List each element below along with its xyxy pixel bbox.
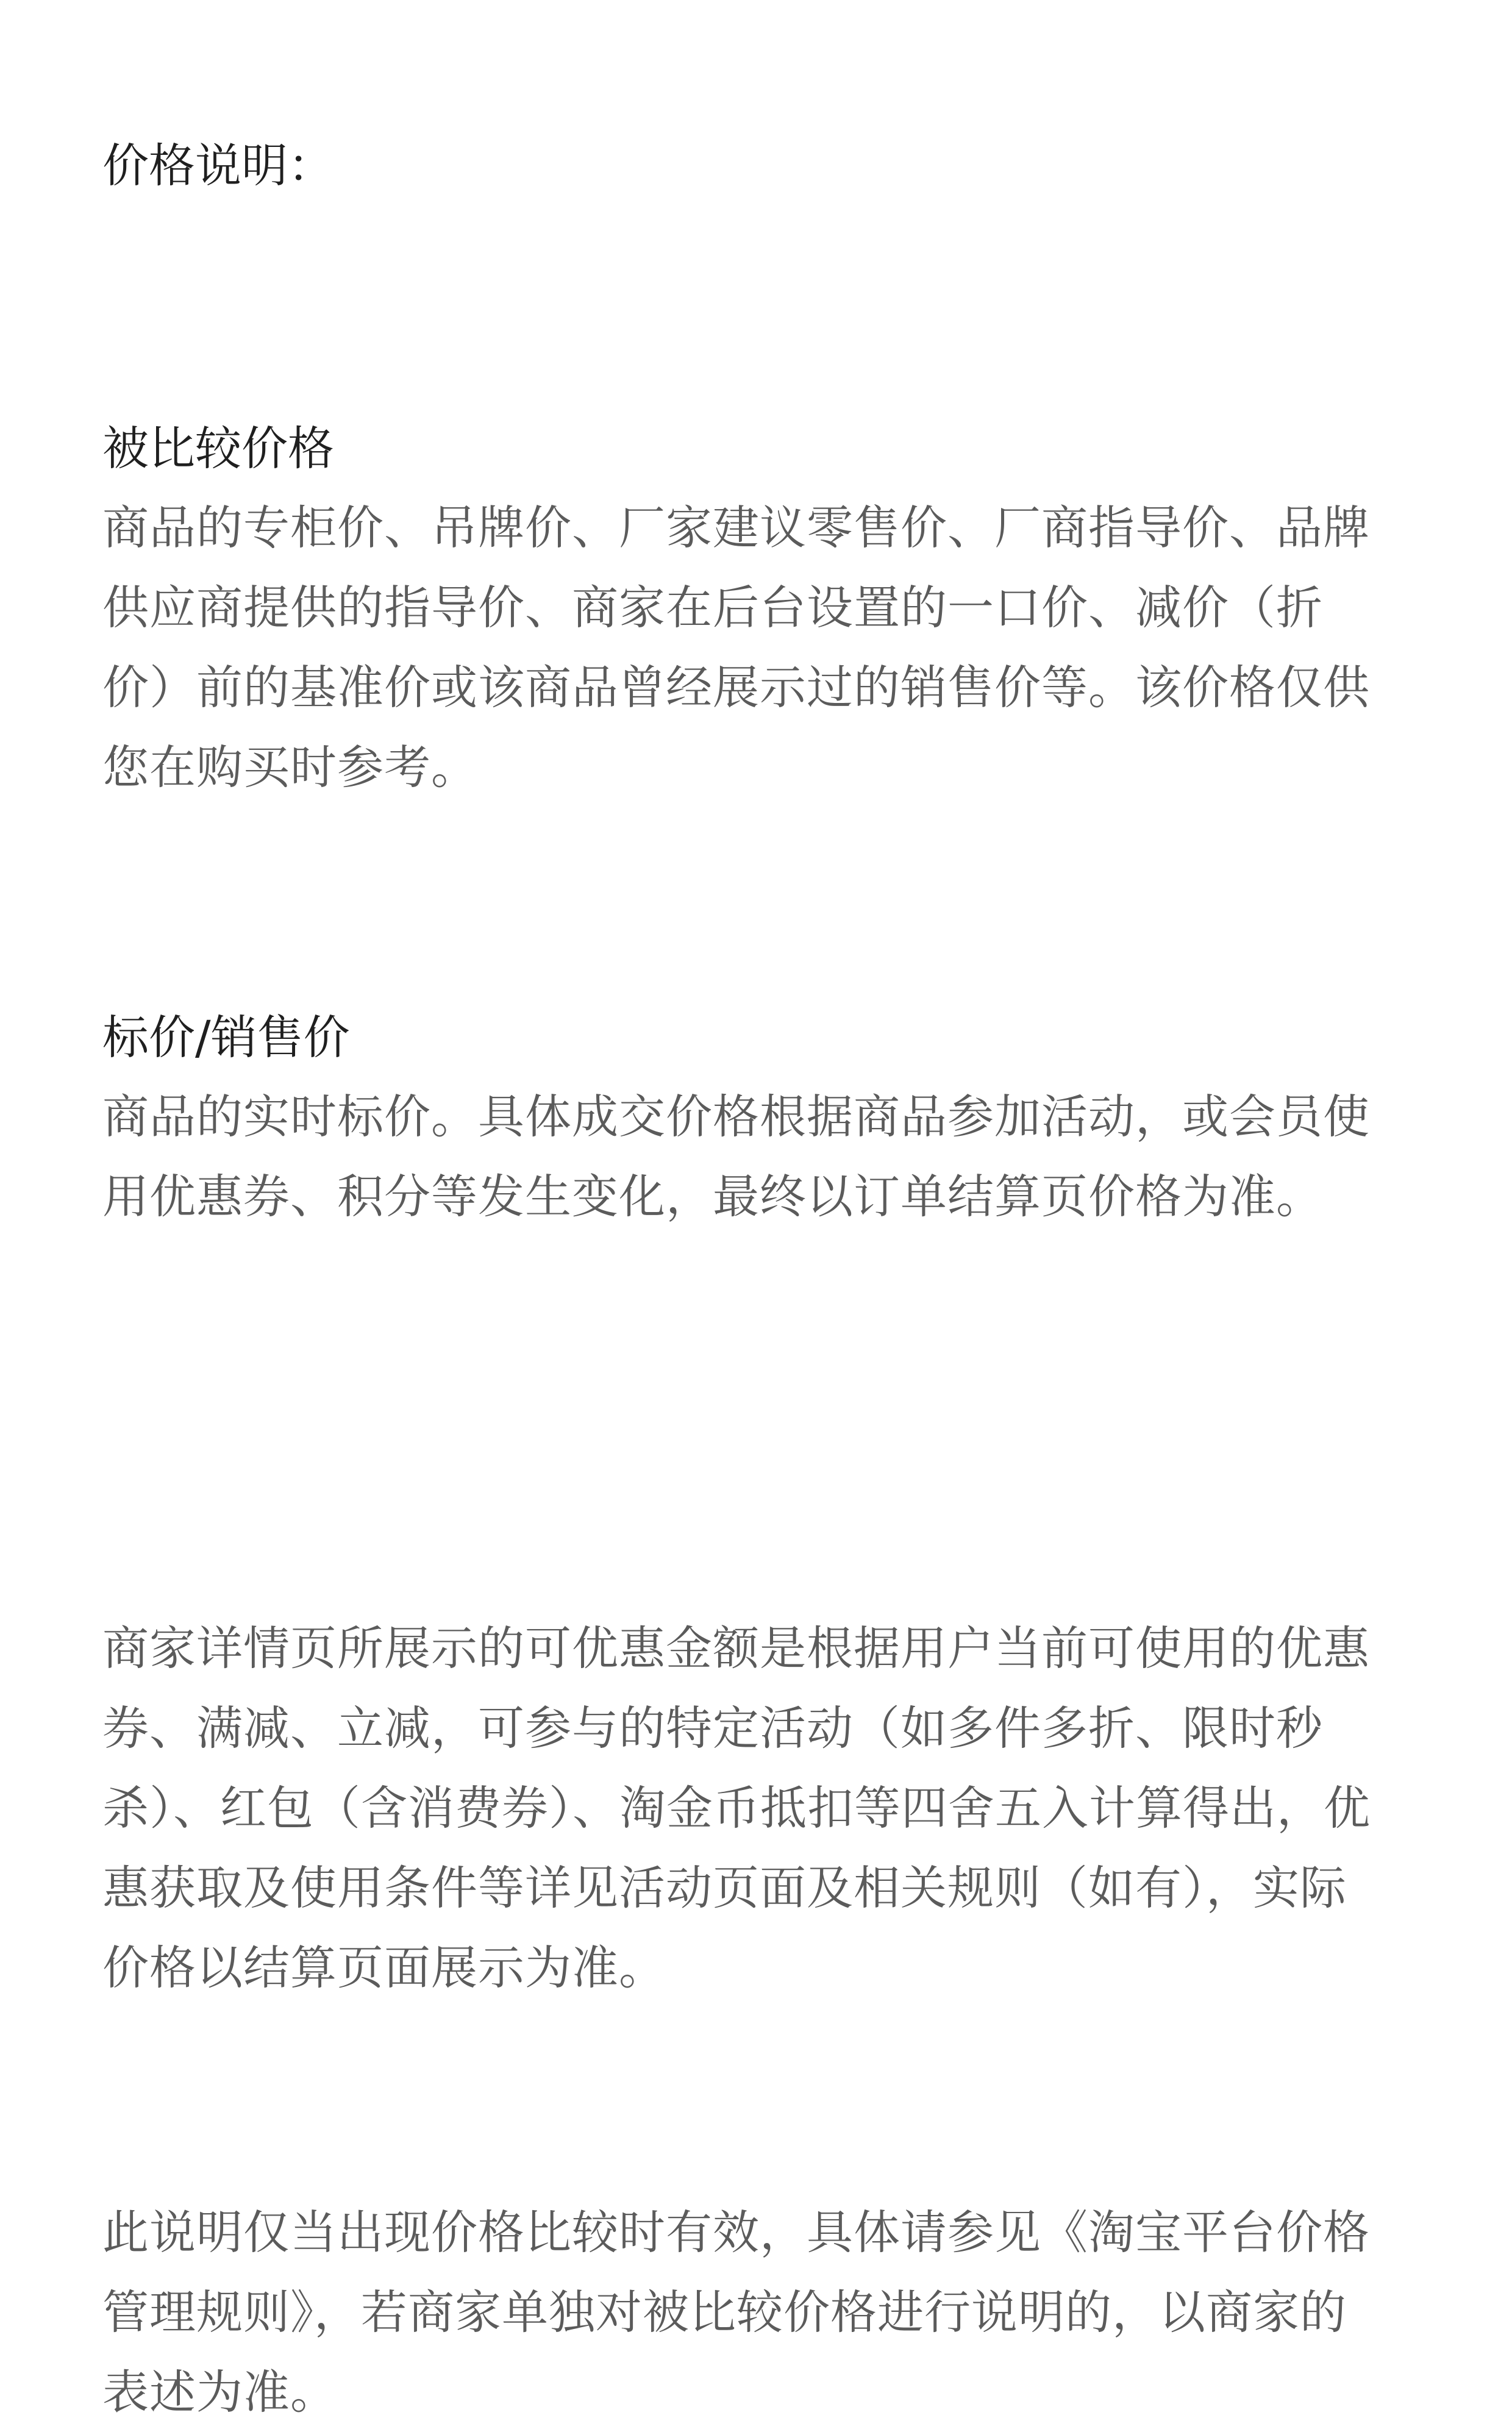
page-title: 价格说明： — [102, 138, 334, 193]
section-body: 商家详情页所展示的可优惠金额是根据用户当前可使用的优惠券、满减、立减，可参与的特定活动（如多件多折、限时秒杀）、红包（含消费券）、淘金币抵扣等四舍五入计算得出，优惠获取及使用条件等详见活动页面及相关规则（如有），实际价格以结算页面展示为准。 — [102, 1621, 1371, 1995]
section-body: 商品的实时标价。具体成交价格根据商品参加活动，或会员使用优惠券、积分等发生变化，最终以订单结算页价格为准。 — [102, 1089, 1370, 1224]
content — [102, 135, 1383, 2419]
section-body: 此说明仅当出现价格比较时有效，具体请参见《淘宝平台价格管理规则》，若商家单独对被比较价格进行说明的，以商家的表述为准。 — [102, 2205, 1370, 2419]
section-list-price — [102, 1007, 1383, 1236]
section-heading: 被比较价格 — [102, 421, 334, 476]
section-validity-note — [102, 2192, 1383, 2432]
section-body: 商品的专柜价、吊牌价、厂家建议零售价、厂商指导价、品牌供应商提供的指导价、商家在后台设置的一口价、减价（折价）前的基准价或该商品曾经展示过的销售价等。该价格仅供您在购买时参考。 — [102, 501, 1370, 794]
section-heading: 标价/销售价 — [102, 1010, 350, 1064]
section-discount-amount — [102, 1608, 1383, 2008]
section-compared-price — [102, 418, 1383, 807]
